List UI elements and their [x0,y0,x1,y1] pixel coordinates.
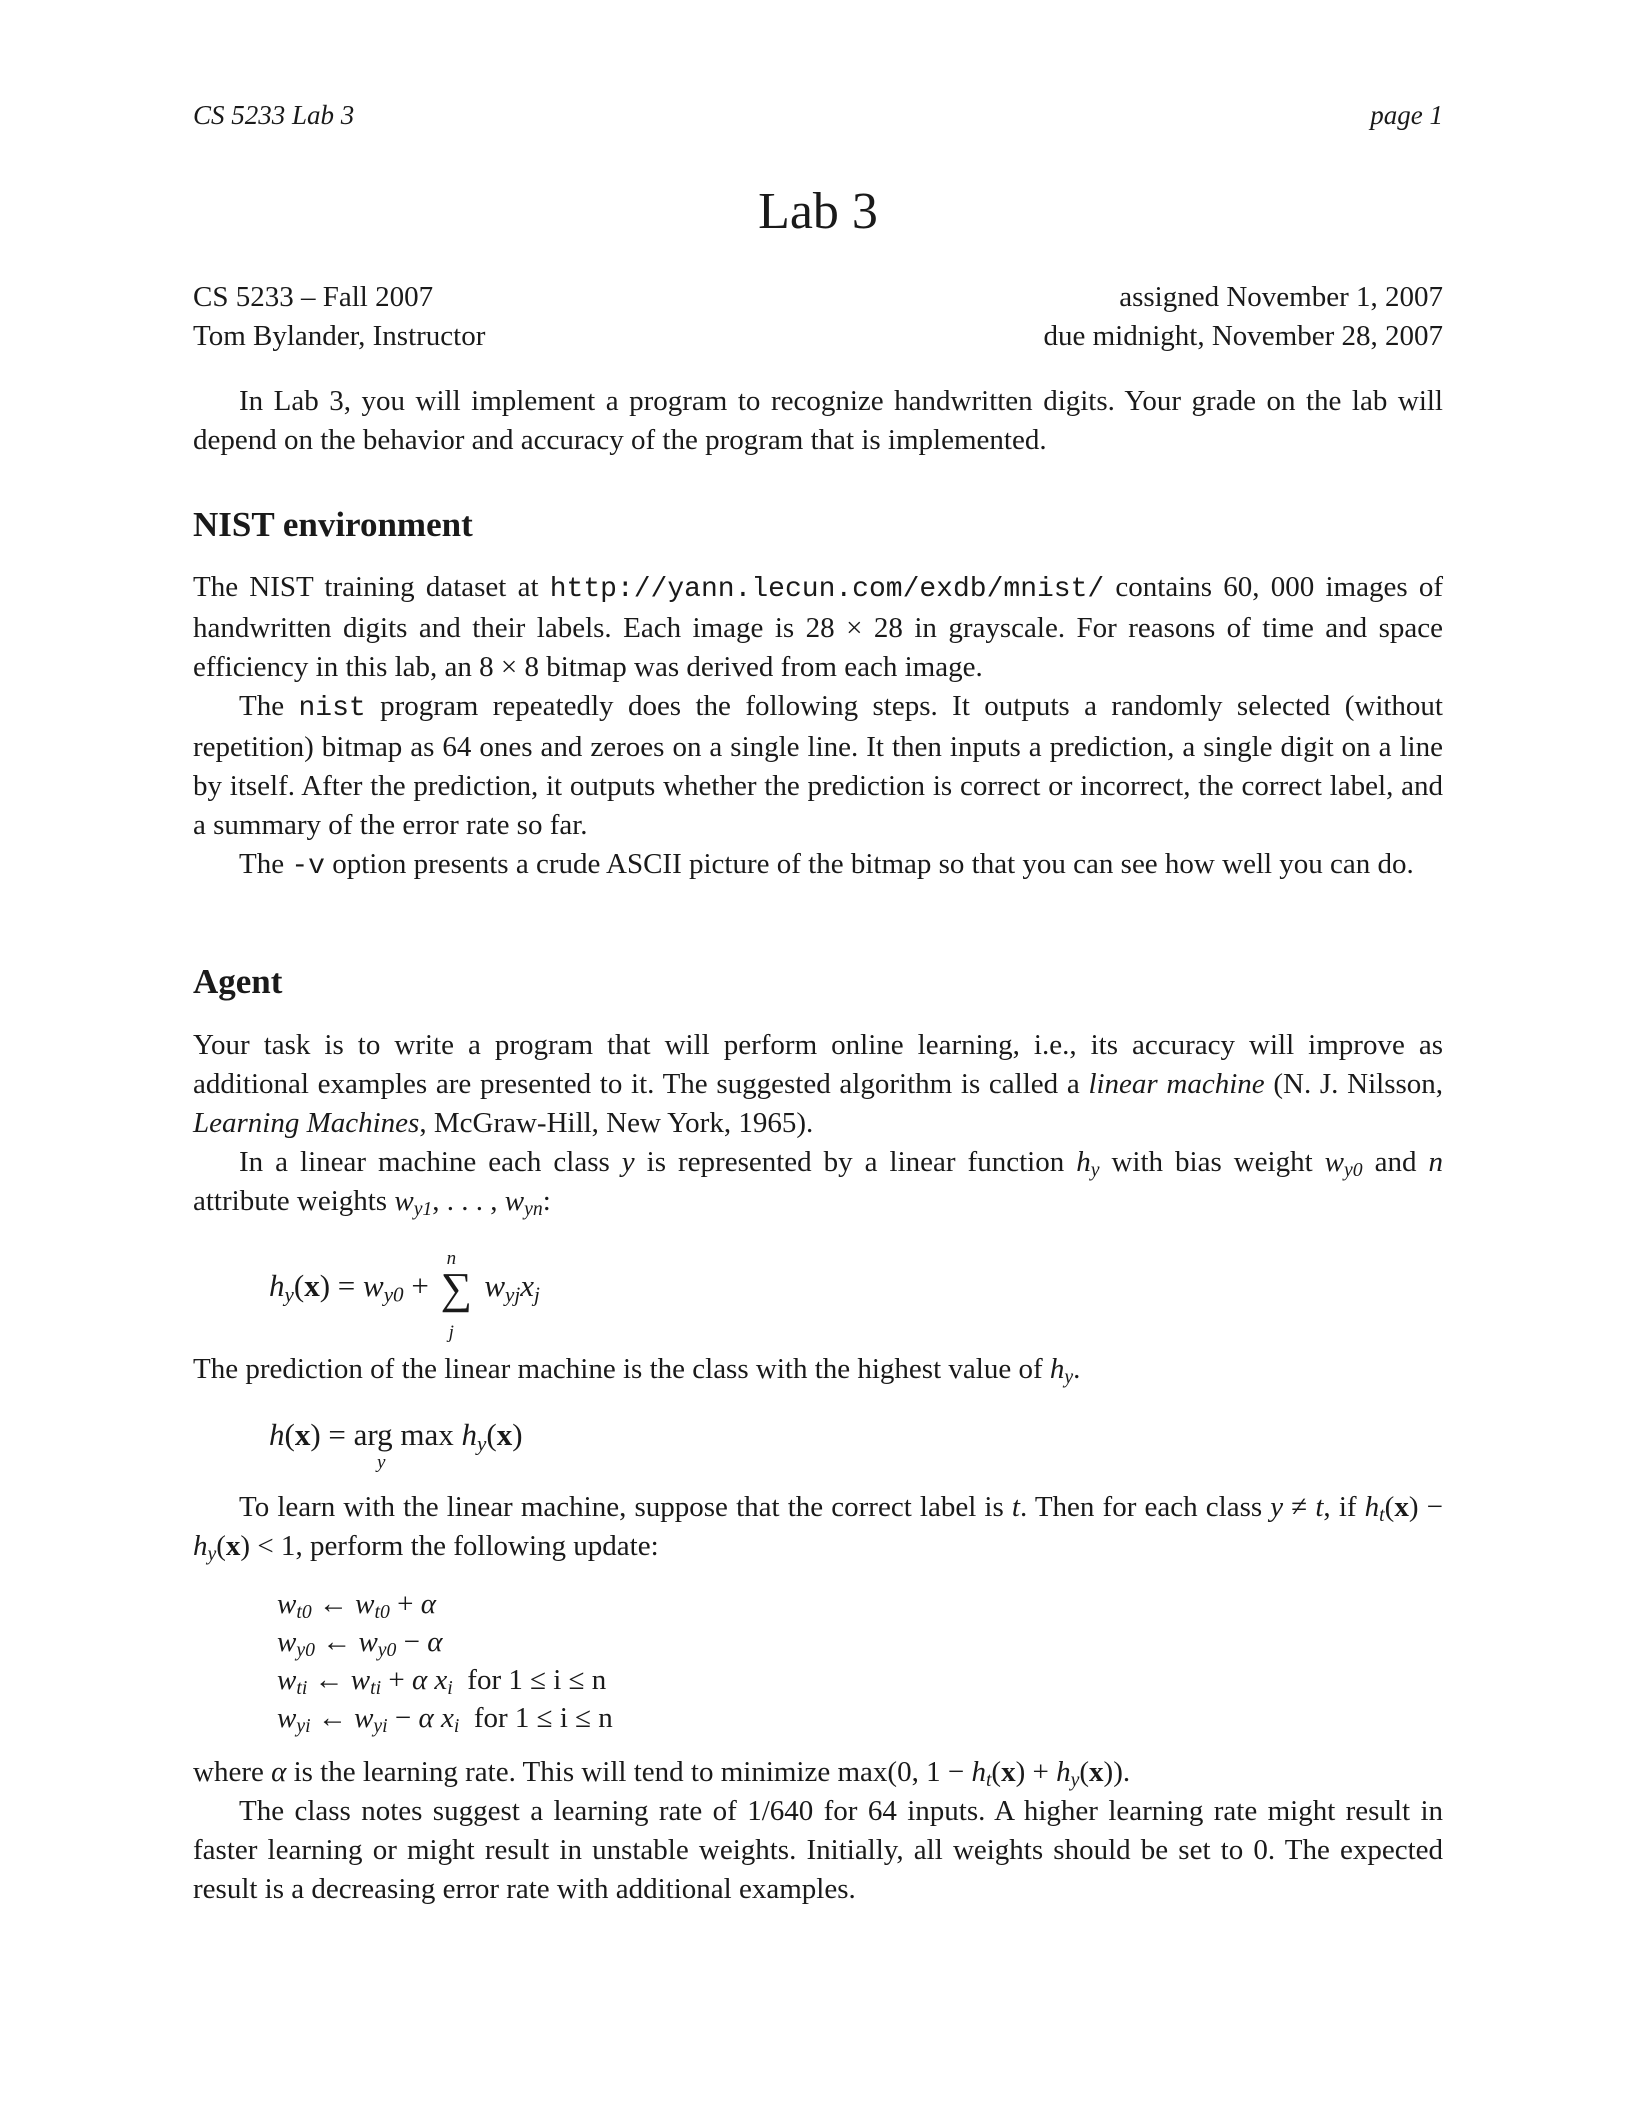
header-page-number: page 1 [1370,100,1443,130]
term-linear-machine: linear machine [1088,1068,1265,1100]
agent-paragraph-4: To learn with the linear machine, suppose that the correct label is t. Then for each class y ≠ t, if $h_t(x) - h_y(x) < 1$, perform the following update: [193,1491,1443,1565]
nist-section-body [193,568,1443,886]
intro-paragraph: In Lab 3, you will implement a program to recognize handwritten digits. Your grade on the lab will depend on the behavior and accuracy of the program that is implemented. [193,385,1443,456]
due-date: due midnight, November 28, 2007 [1043,320,1443,352]
mnist-url: http://yann.lecun.com/exdb/mnist/ [549,574,1105,605]
assigned-date: assigned November 1, 2007 [1119,281,1443,313]
agent-paragraph-5: where α is the learning rate. This will tend to minimize max(0, $1 - h_t(x) + h_y(x)$). [193,1756,1131,1791]
agent-paragraph-2: In a linear machine each class y is represented by a linear function $h_y$ with bias weight $w_{y0}$ and n attribute weights $w_{y1}$, . . . , $w_{yn}$: [193,1146,1444,1220]
course-meta [193,278,1443,356]
update-rule-3: $w_{ti}$ ← $w_{ti} + \alpha$ $x_i$ for 1 ≤ i ≤ n [277,1664,607,1699]
agent-section-body-1 [193,1026,1443,1221]
update-rule-1: $w_{t0}$ ← $w_{t0} + \alpha$ [277,1588,436,1623]
update-rules [277,1585,613,1737]
update-rule-2: $w_{y0}$ ← $w_{y0} - \alpha$ [277,1626,443,1661]
agent-section-body-2 [193,1488,1443,1566]
agent-section-body-3 [193,1753,1443,1909]
nist-paragraph-2: The nist program repeatedly does the following steps. It outputs a randomly selected (without repetition) bitmap as 64 ones and zeroes on a single line. It then inputs a prediction, a single digit on a line by itself. After the prediction, it outputs whether the prediction is correct or incorrect, the correct label, and a summary of the error rate so far. [193,690,1443,841]
book-title: Learning Machines [193,1107,420,1139]
linear-function-equation: $h_y(x) = w_{y0}$ + n ∑ j $w_{yj}x_j$ [269,1247,540,1343]
agent-paragraph-6: The class notes suggest a learning rate of 1/640 for 64 inputs. A higher learning rate might result in faster learning or might result in unstable weights. Initially, all weights should be set to 0. The expected result is a decreasing error rate with additional examples. [193,1795,1443,1905]
header-course-lab: CS 5233 Lab 3 [193,100,355,130]
course-term: CS 5233 – Fall 2007 [193,281,434,313]
page-title: Lab 3 [758,183,878,240]
running-header [193,100,1443,140]
verbose-option: -v [291,851,325,882]
summation-symbol: n ∑ j [440,1247,472,1343]
agent-paragraph-1: Your task is to write a program that will perform online learning, i.e., its accuracy will improve as additional examples are presented to it. The suggested algorithm is called a linear machine (N. J. Nilsson, Learning Machines, McGraw-Hill, New York, 1965). [193,1029,1444,1139]
argmax-equation: h(x) = arg $\max h_y(x)$ y [269,1417,523,1473]
agent-paragraph-3: The prediction of the linear machine is the class with the highest value of $h_y$. [193,1353,1081,1388]
section-heading-agent: Agent [193,962,283,1001]
nist-program-name: nist [298,693,366,724]
nist-paragraph-1: The NIST training dataset at http://yann.lecun.com/exdb/mnist/ contains 60, 000 images of handwritten digits and their labels. Each image is 28 × 28 in grayscale. For reasons of time and space efficiency in this lab, an 8 × 8 bitmap was derived from each image. [193,571,1443,683]
instructor-name: Tom Bylander, Instructor [193,320,486,352]
section-heading-nist: NIST environment [193,505,473,544]
nist-paragraph-3: The -v option presents a crude ASCII picture of the bitmap so that you can see how well you can do. [239,848,1414,882]
update-rule-4: $w_{yi}$ ← $w_{yi} - \alpha$ $x_i$ for 1 ≤ i ≤ n [277,1702,613,1737]
